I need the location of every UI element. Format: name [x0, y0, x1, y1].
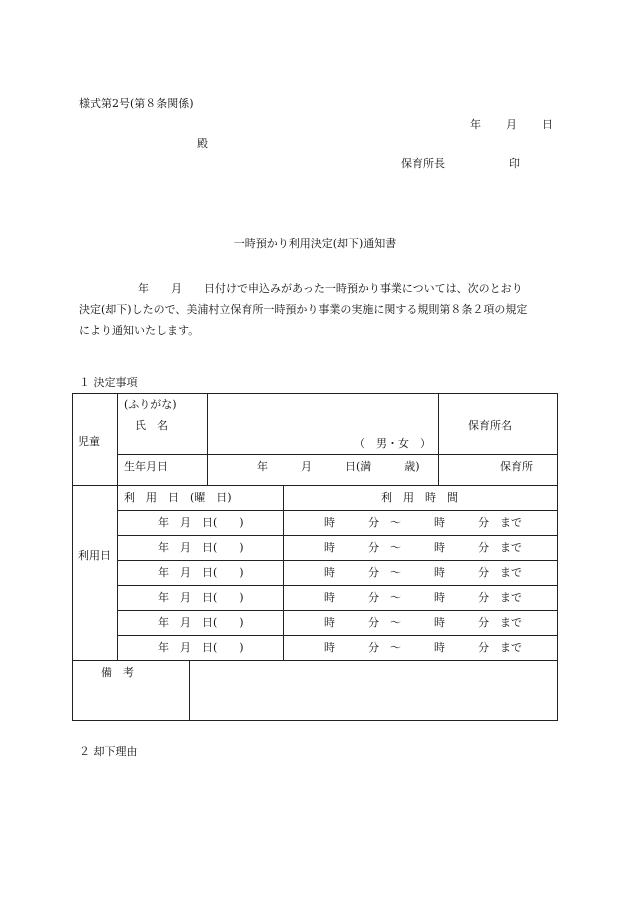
use-time-column-header: 利 用 時 間	[381, 491, 458, 504]
row-time: 時 分 ～ 時 分 まで	[324, 616, 522, 629]
decision-table	[72, 393, 558, 721]
row-time: 時 分 ～ 時 分 まで	[324, 566, 522, 579]
birthdate-label: 生年月日	[124, 460, 168, 473]
use-day-label: 利用日	[78, 549, 111, 562]
row-day: 年 月 日( )	[158, 541, 244, 554]
body-line-2: 決定(却下)したので、美浦村立保育所一時預かり事業の実施に関する規則第８条２項の規定	[79, 303, 528, 316]
row-day: 年 月 日( )	[158, 591, 244, 604]
body-line-1: 年 月 日付けで申込みがあった一時預かり事業については、次のとおり	[138, 282, 523, 295]
row-time: 時 分 ～ 時 分 まで	[324, 516, 522, 529]
date-year: 年	[470, 118, 481, 131]
remarks-field[interactable]	[192, 665, 552, 715]
nursery-label: 保育所	[500, 460, 533, 473]
nursery-director: 保育所長	[401, 157, 445, 170]
row-time: 時 分 ～ 時 分 まで	[324, 541, 522, 554]
document-title: 一時預かり利用決定(却下)通知書	[233, 237, 397, 250]
section-rejection-reason: ２ 却下理由	[79, 745, 138, 758]
row-time: 時 分 ～ 時 分 まで	[324, 591, 522, 604]
birthdate-value: 年 月 日(満 歳)	[257, 460, 420, 473]
row-day: 年 月 日( )	[158, 566, 244, 579]
gender-selector: （ 男・女 ）	[354, 437, 431, 450]
row-day: 年 月 日( )	[158, 641, 244, 654]
addressee-honorific: 殿	[197, 137, 208, 150]
seal-mark: 印	[509, 157, 520, 170]
remarks-label: 備 考	[101, 666, 134, 679]
row-day: 年 月 日( )	[158, 616, 244, 629]
body-line-3: により通知いたします。	[79, 324, 200, 337]
name-label: 氏 名	[135, 419, 168, 432]
section-decision: １ 決定事項	[79, 376, 138, 389]
use-day-column-header: 利 用 日 (曜 日)	[124, 491, 232, 504]
form-number: 様式第2号(第８条関係)	[79, 97, 194, 110]
nursery-name-label: 保育所名	[468, 419, 512, 432]
date-month: 月	[506, 118, 517, 131]
row-time: 時 分 ～ 時 分 まで	[324, 641, 522, 654]
furigana-label: (ふりがな)	[124, 398, 177, 411]
body-text	[79, 278, 559, 341]
child-label: 児童	[78, 435, 100, 448]
row-day: 年 月 日( )	[158, 516, 244, 529]
date-day: 日	[542, 118, 553, 131]
